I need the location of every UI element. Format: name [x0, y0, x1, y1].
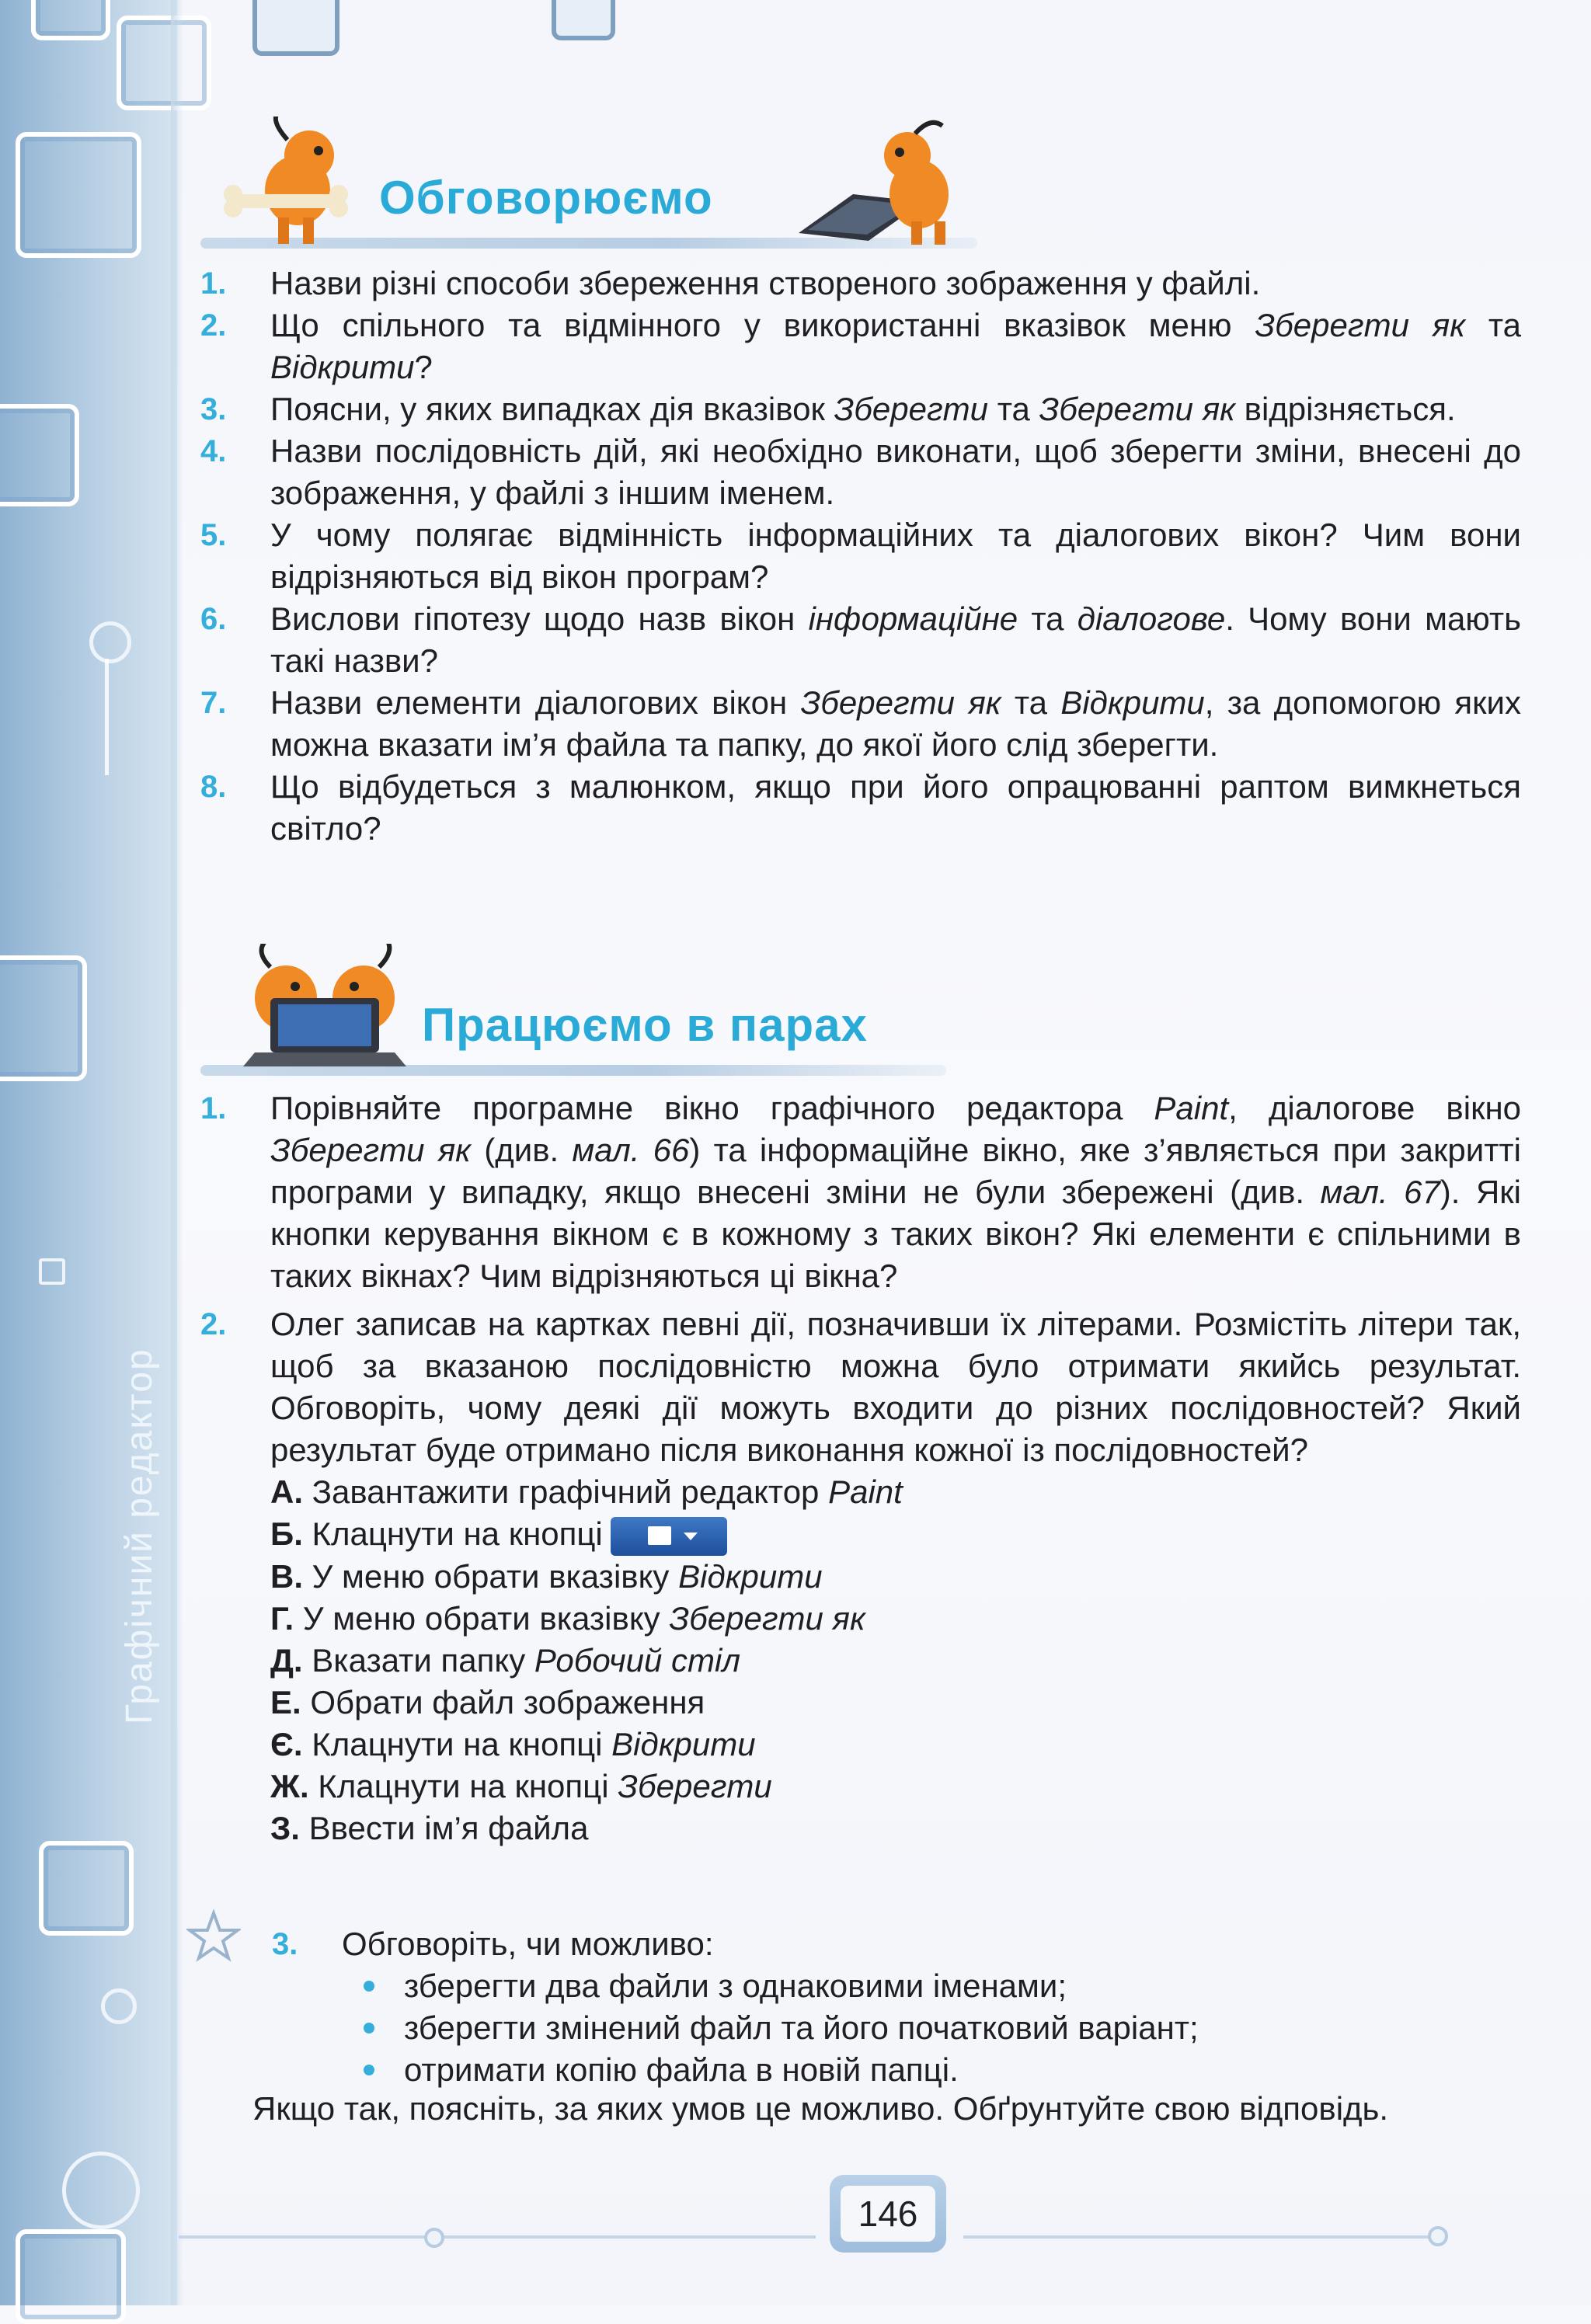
bullet-list — [404, 1965, 1515, 2091]
action-card: Д. Вказати папку Робочий стіл — [270, 1641, 741, 1679]
footer-dot-icon — [1428, 2226, 1448, 2246]
deco-square-icon — [0, 955, 87, 1081]
top-deco-square-icon — [252, 0, 339, 56]
list-item — [200, 1087, 1521, 1297]
deco-square-icon — [16, 132, 141, 258]
bullet-item: зберегти змінений файл та його початковий варіант; — [404, 2007, 1515, 2049]
item-number: 3. — [272, 1927, 298, 1961]
list-item — [200, 388, 1521, 430]
list-item — [200, 682, 1521, 766]
action-card: Є. Клацнути на кнопці Відкрити — [270, 1725, 756, 1762]
action-card: Ж. Клацнути на кнопці Зберегти — [270, 1767, 772, 1804]
pairs-section-header — [200, 944, 962, 1076]
deco-square-icon — [39, 1841, 134, 1936]
paint-menu-button-icon — [611, 1517, 727, 1556]
page-number: 146 — [841, 2186, 935, 2242]
action-card: Г. У меню обрати вказівку Зберегти як — [270, 1599, 865, 1637]
task-3-intro-row — [272, 1923, 1515, 1965]
star-icon — [186, 1909, 241, 1964]
bullet-dot-icon — [364, 1981, 374, 1992]
footer-line — [179, 2235, 816, 2239]
action-card: З. Ввести ім’я файла — [270, 1809, 589, 1846]
bullet-dot-icon — [364, 2023, 374, 2034]
deco-square-icon — [117, 16, 211, 110]
deco-circle-icon — [101, 1988, 137, 2024]
item-text: Обговоріть, чи можливо: — [342, 1926, 714, 1962]
action-card: В. У меню обрати вказівку Відкрити — [270, 1557, 823, 1595]
small-square-icon — [39, 1258, 65, 1285]
deco-square-icon — [0, 404, 79, 506]
list-item — [200, 514, 1521, 598]
left-decorative-strip — [0, 0, 177, 2305]
deco-square-icon — [31, 0, 110, 40]
item-text: Назви елементи діалогових вікон Зберегти як та Відкрити, за допомогою яких можна вказати ім’я файла та папку, до якої його слід зберегти. — [270, 684, 1521, 763]
deco-square-icon — [16, 2229, 126, 2324]
action-card: Б. Клацнути на кнопці — [270, 1513, 1521, 1556]
item-number: 4. — [200, 434, 227, 468]
item-text: Назви послідовність дій, які необхідно виконати, щоб зберегти зміни, внесені до зображення, у файлі з іншим іменем. — [270, 433, 1521, 511]
closing-text: Якщо так, поясніть, за яких умов це можливо. Обґрунтуйте свою відповідь. — [252, 2090, 1389, 2127]
deco-line — [105, 659, 109, 775]
footer-dot-icon — [424, 2228, 444, 2248]
discuss-section-header — [200, 117, 993, 249]
dogs-with-laptop-icon — [224, 944, 426, 1072]
item-number: 3. — [200, 392, 227, 426]
item-number: 8. — [200, 770, 227, 804]
item-number: 7. — [200, 686, 227, 720]
action-cards-list — [270, 1471, 1521, 1849]
discuss-questions-list — [200, 263, 1521, 850]
footer-line — [963, 2235, 1429, 2239]
discuss-section-title: Обговорюємо — [379, 172, 713, 224]
item-text: Олег записав на картках певні дії, позначивши їх літерами. Розмістіть літери так, щоб за вказаною послідовністю можна було отримати якийсь результат. Обговоріть, чому деякі дії можуть входити до різних послідовностей? Який результат буде отримано після виконання кожної із послідовностей? — [270, 1306, 1521, 1468]
list-item — [200, 430, 1521, 514]
item-text: Поясни, у яких випадках дія вказівок Зберегти та Зберегти як відрізняється. — [270, 391, 1456, 427]
item-text: Що відбудеться з малюнком, якщо при його опрацюванні раптом вимкнеться світло? — [270, 768, 1521, 847]
top-deco-square-icon — [552, 0, 615, 40]
action-card: Е. Обрати файл зображення — [270, 1683, 705, 1720]
pairs-tasks-list — [200, 1087, 1521, 1849]
item-text: Вислови гіпотезу щодо назв вікон інформаційне та діалогове. Чому вони мають такі назви? — [270, 600, 1521, 679]
item-text: У чому полягає відмінність інформаційних та діалогових вікон? Чим вони відрізняються від вікон програм? — [270, 517, 1521, 595]
item-text: Порівняйте програмне вікно графічного редактора Paint, діалогове вікно Зберегти як (див. мал. 66) та інформаційне вікно, яке з’являється при закритті програми у випадку, якщо внесені зміни не були збережені (див. мал. 67). Які кнопки керування вікном є в кожному з таких вікон? Які елементи є спільними в таких вікнах? Чим відрізняються ці вікна? — [270, 1090, 1522, 1294]
item-number: 1. — [200, 1091, 227, 1125]
at-sign-icon — [62, 2152, 140, 2229]
item-number: 1. — [200, 266, 227, 301]
dog-with-laptop-icon — [783, 117, 985, 249]
page-number-badge — [830, 2175, 946, 2253]
bullet-dot-icon — [364, 2065, 374, 2075]
list-item — [200, 304, 1521, 388]
bullet-item: зберегти два файли з однаковими іменами; — [404, 1965, 1515, 2007]
item-number: 2. — [200, 308, 227, 343]
action-card: А. Завантажити графічний редактор Paint — [270, 1473, 903, 1510]
pairs-task-3 — [272, 1923, 1515, 2091]
bullet-item: отримати копію файла в новій папці. — [404, 2049, 1515, 2091]
side-caption: Графічний редактор — [119, 1348, 160, 1724]
dog-with-bone-icon — [224, 117, 364, 249]
item-number: 2. — [200, 1307, 227, 1341]
deco-circle-icon — [89, 621, 131, 663]
list-item — [200, 598, 1521, 682]
list-item — [200, 766, 1521, 850]
list-item — [200, 263, 1521, 304]
pairs-section-title: Працюємо в парах — [422, 999, 868, 1051]
item-text: Що спільного та відмінного у використанні вказівок меню Зберегти як та Відкрити? — [270, 307, 1521, 385]
list-item — [200, 1303, 1521, 1849]
item-number: 6. — [200, 602, 227, 636]
item-number: 5. — [200, 518, 227, 552]
item-text: Назви різні способи збереження створеного зображення у файлі. — [270, 265, 1261, 301]
